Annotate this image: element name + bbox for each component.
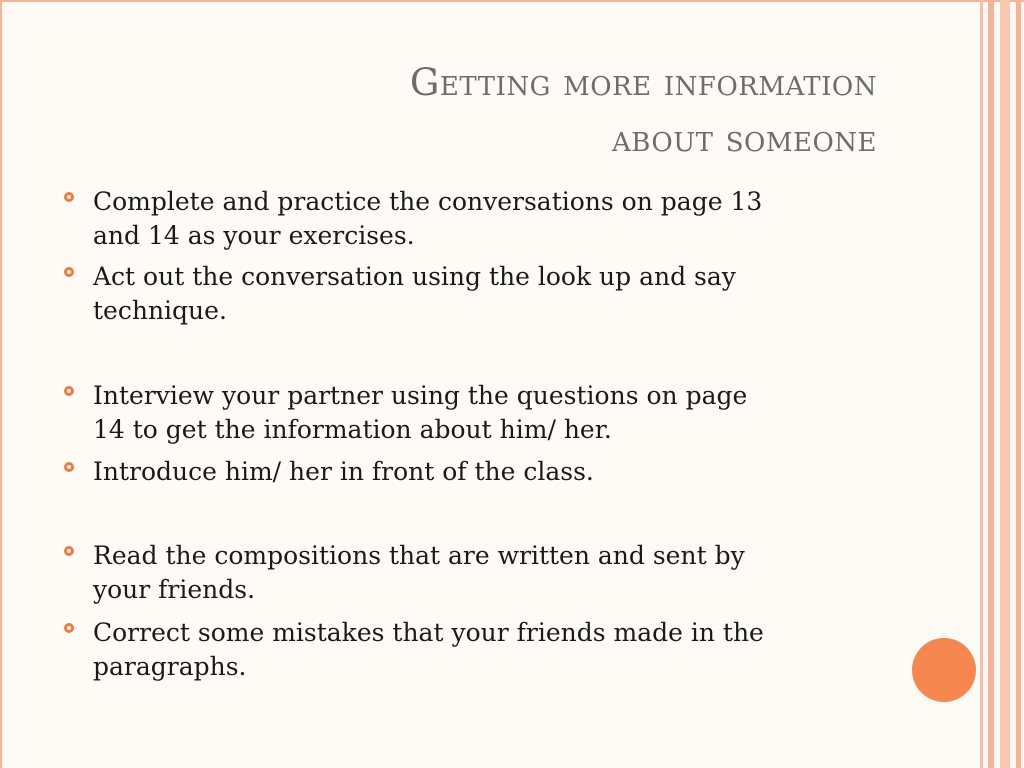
decorative-circle-icon <box>912 638 976 702</box>
bullet-text <box>93 260 863 328</box>
slide-title <box>117 55 877 167</box>
bullet-text <box>93 185 863 253</box>
bullet-line: Interview your partner using the questions on page <box>93 381 748 410</box>
slide-title-line: about someone <box>612 117 877 160</box>
decorative-stripe <box>988 0 994 768</box>
bullet-line: and 14 as your exercises. <box>93 221 415 250</box>
bullet-line: your friends. <box>93 575 256 604</box>
bullet-text <box>93 539 863 607</box>
bullet-marker-icon <box>64 546 74 556</box>
slide-title-line: Getting more information <box>409 61 877 104</box>
bullet-line: Correct some mistakes that your friends made in the <box>93 618 764 647</box>
bullet-marker-icon <box>64 192 74 202</box>
bullet-marker-icon <box>64 623 74 633</box>
decorative-stripe <box>1000 0 1010 768</box>
bullet-marker-icon <box>64 462 74 472</box>
frame-top-border <box>0 0 1024 2</box>
bullet-line: Complete and practice the conversations on page 13 <box>93 187 763 216</box>
bullet-line: 14 to get the information about him/ her. <box>93 415 612 444</box>
bullet-line: technique. <box>93 296 227 325</box>
bullet-text <box>93 379 863 447</box>
bullet-line: paragraphs. <box>93 652 247 681</box>
bullet-line: Act out the conversation using the look up and say <box>93 262 736 291</box>
bullet-text <box>93 616 863 684</box>
decorative-stripe <box>980 0 983 768</box>
bullet-text <box>93 455 863 489</box>
bullet-marker-icon <box>64 267 74 277</box>
bullet-line: Introduce him/ her in front of the class. <box>93 457 594 486</box>
bullet-marker-icon <box>64 386 74 396</box>
decorative-stripe <box>1016 0 1021 768</box>
bullet-line: Read the compositions that are written and sent by <box>93 541 745 570</box>
frame-left-border <box>0 0 2 768</box>
